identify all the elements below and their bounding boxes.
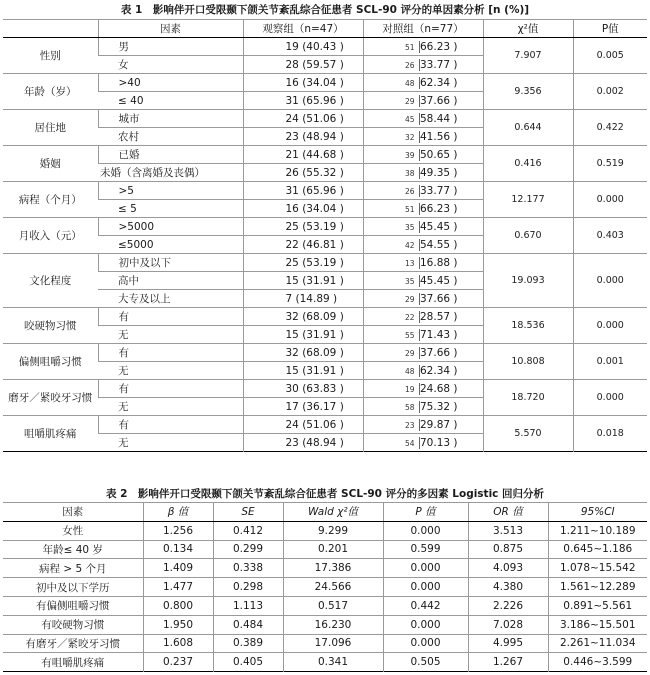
- level-label: 无: [98, 362, 243, 380]
- table2-header-row: [3, 503, 647, 522]
- control-count: 29: [404, 294, 415, 304]
- table2-cell-factor: 病程 > 5 个月: [3, 559, 143, 578]
- control-count: 55: [404, 330, 415, 340]
- level-label: 无: [98, 326, 243, 344]
- observation-value: 16 (34.04 ): [243, 200, 363, 218]
- table2-cell-ci: 2.261~11.034: [548, 634, 647, 653]
- control-count: 35: [404, 276, 415, 286]
- chi2-value: 18.720: [483, 380, 573, 416]
- control-count: 22: [404, 312, 415, 322]
- observation-value: 23 (48.94 ): [243, 434, 363, 452]
- chi2-value: 19.093: [483, 254, 573, 308]
- control-value: [363, 128, 483, 146]
- level-label: >40: [98, 74, 243, 92]
- control-count: 39: [404, 150, 415, 160]
- observation-value: 30 (63.83 ): [243, 380, 363, 398]
- table1-row: [3, 182, 647, 200]
- table1-row: [3, 344, 647, 362]
- control-count: 51: [404, 42, 415, 52]
- control-percent: 62.34 ): [420, 364, 458, 377]
- level-label: 高中: [98, 272, 243, 290]
- table2-cell-factor: 有咀嚼肌疼痛: [3, 653, 143, 672]
- table2-cell-wald: 9.299: [283, 521, 383, 540]
- table2-cell-beta: 1.256: [143, 521, 213, 540]
- table2-cell-se: 0.412: [213, 521, 283, 540]
- observation-value: 24 (51.06 ): [243, 416, 363, 434]
- control-percent: 45.45 ): [420, 220, 458, 233]
- p-value: 0.001: [573, 344, 647, 380]
- observation-value: 19 (40.43 ): [243, 38, 363, 56]
- level-label: 未婚（含离婚及丧偶）: [98, 164, 243, 182]
- table2-header-p: P 值: [383, 503, 468, 522]
- control-value: [363, 290, 483, 308]
- control-percent: 37.66 ): [420, 292, 458, 305]
- table2-header-ci: 95%CI: [548, 503, 647, 522]
- observation-value: 26 (55.32 ): [243, 164, 363, 182]
- control-percent: 70.13 ): [420, 436, 458, 449]
- observation-value: 25 (53.19 ): [243, 254, 363, 272]
- table2-row: [3, 653, 647, 672]
- factor-name: 磨牙／紧咬牙习惯: [3, 380, 98, 416]
- table1-row: [3, 146, 647, 164]
- table2-cell-or: 2.226: [468, 596, 548, 615]
- table2-row: [3, 615, 647, 634]
- control-percent: 37.66 ): [420, 346, 458, 359]
- control-value: [363, 272, 483, 290]
- chi2-value: 5.570: [483, 416, 573, 452]
- table2-cell-beta: 0.800: [143, 596, 213, 615]
- table2-cell-beta: 0.237: [143, 653, 213, 672]
- control-value: [363, 92, 483, 110]
- control-count: 32: [404, 132, 415, 142]
- table1-header-observation: 观察组（n=47）: [243, 20, 363, 38]
- table2-header-wald: Wald χ²值: [283, 503, 383, 522]
- table1-row: [3, 254, 647, 272]
- control-percent: 33.77 ): [420, 184, 458, 197]
- table2-cell-p: 0.000: [383, 634, 468, 653]
- table2-cell-ci: 3.186~15.501: [548, 615, 647, 634]
- control-value: [363, 236, 483, 254]
- control-value: [363, 200, 483, 218]
- control-value: [363, 416, 483, 434]
- observation-value: 16 (34.04 ): [243, 74, 363, 92]
- table2-cell-factor: 有磨牙／紧咬牙习惯: [3, 634, 143, 653]
- control-count: 35: [404, 222, 415, 232]
- table1-header-chi2: χ²值: [483, 20, 573, 38]
- table2-row: [3, 634, 647, 653]
- table1-row: [3, 218, 647, 236]
- control-count: 23: [404, 420, 415, 430]
- chi2-value: 18.536: [483, 308, 573, 344]
- control-value: [363, 434, 483, 452]
- control-percent: 45.45 ): [420, 274, 458, 287]
- control-percent: 66.23 ): [420, 202, 458, 215]
- table1-row: [3, 308, 647, 326]
- control-count: 29: [404, 96, 415, 106]
- control-value: [363, 362, 483, 380]
- level-label: 农村: [98, 128, 243, 146]
- control-count: 48: [404, 366, 415, 376]
- observation-value: 28 (59.57 ): [243, 56, 363, 74]
- p-value: 0.422: [573, 110, 647, 146]
- table2-cell-ci: 0.891~5.561: [548, 596, 647, 615]
- table1-header-factor: [3, 20, 98, 38]
- control-percent: 62.34 ): [420, 76, 458, 89]
- level-label: 大专及以上: [98, 290, 243, 308]
- table2-cell-p: 0.000: [383, 615, 468, 634]
- chi2-value: 0.644: [483, 110, 573, 146]
- factor-name: 咬硬物习惯: [3, 308, 98, 344]
- table2-cell-se: 0.298: [213, 578, 283, 597]
- control-count: 45: [404, 114, 415, 124]
- table2-cell-ci: 1.211~10.189: [548, 521, 647, 540]
- p-value: 0.005: [573, 38, 647, 74]
- control-percent: 28.57 ): [420, 310, 458, 323]
- table2-row: [3, 596, 647, 615]
- level-label: 有: [98, 380, 243, 398]
- observation-value: 25 (53.19 ): [243, 218, 363, 236]
- factor-name: 病程（个月）: [3, 182, 98, 218]
- table2-cell-se: 1.113: [213, 596, 283, 615]
- p-value: 0.519: [573, 146, 647, 182]
- level-label: 有: [98, 416, 243, 434]
- observation-value: 7 (14.89 ): [243, 290, 363, 308]
- control-count: 29: [404, 348, 415, 358]
- table2-cell-factor: 有偏侧咀嚼习惯: [3, 596, 143, 615]
- p-value: 0.000: [573, 308, 647, 344]
- table2-cell-beta: 1.477: [143, 578, 213, 597]
- table2-cell-wald: 17.386: [283, 559, 383, 578]
- chi2-value: 7.907: [483, 38, 573, 74]
- factor-name: 性别: [3, 38, 98, 74]
- control-value: [363, 110, 483, 128]
- control-percent: 50.65 ): [420, 148, 458, 161]
- control-count: 26: [404, 186, 415, 196]
- table2-cell-se: 0.338: [213, 559, 283, 578]
- table2-cell-wald: 0.201: [283, 540, 383, 559]
- observation-value: 22 (46.81 ): [243, 236, 363, 254]
- table2-cell-beta: 1.950: [143, 615, 213, 634]
- table2-cell-ci: 1.561~12.289: [548, 578, 647, 597]
- table2-cell-wald: 16.230: [283, 615, 383, 634]
- table2-cell-wald: 17.096: [283, 634, 383, 653]
- chi2-value: 0.670: [483, 218, 573, 254]
- control-value: [363, 308, 483, 326]
- control-percent: 75.32 ): [420, 400, 458, 413]
- observation-value: 15 (31.91 ): [243, 272, 363, 290]
- control-count: 26: [404, 60, 415, 70]
- table2-cell-beta: 1.409: [143, 559, 213, 578]
- table2-row: [3, 559, 647, 578]
- observation-value: 24 (51.06 ): [243, 110, 363, 128]
- level-label: >5000: [98, 218, 243, 236]
- factor-name: 咀嚼肌疼痛: [3, 416, 98, 452]
- table2-cell-beta: 1.608: [143, 634, 213, 653]
- observation-value: 23 (48.94 ): [243, 128, 363, 146]
- p-value: 0.002: [573, 74, 647, 110]
- table2-cell-se: 0.405: [213, 653, 283, 672]
- level-label: ≤ 5: [98, 200, 243, 218]
- table2-header-or: OR 值: [468, 503, 548, 522]
- table2-cell-se: 0.484: [213, 615, 283, 634]
- table2-cell-or: 3.513: [468, 521, 548, 540]
- observation-value: 15 (31.91 ): [243, 326, 363, 344]
- table2-caption: 表 2 影响伴开口受限颞下颌关节紊乱综合征患者 SCL-90 评分的多因素 Logistic 回归分析: [105, 488, 545, 500]
- table2-cell-or: 4.995: [468, 634, 548, 653]
- control-count: 42: [404, 240, 415, 250]
- table2-cell-ci: 0.645~1.186: [548, 540, 647, 559]
- table2-header-beta: β 值: [143, 503, 213, 522]
- table2-row: [3, 521, 647, 540]
- observation-value: 32 (68.09 ): [243, 308, 363, 326]
- control-value: [363, 218, 483, 236]
- table1-row: [3, 110, 647, 128]
- table1-header-control: 对照组（n=77）: [363, 20, 483, 38]
- control-percent: 71.43 ): [420, 328, 458, 341]
- control-percent: 29.87 ): [420, 418, 458, 431]
- factor-name: 婚姻: [3, 146, 98, 182]
- control-percent: 41.56 ): [420, 130, 458, 143]
- control-value: [363, 74, 483, 92]
- table2-cell-p: 0.505: [383, 653, 468, 672]
- table2-cell-or: 4.093: [468, 559, 548, 578]
- control-percent: 24.68 ): [420, 382, 458, 395]
- level-label: >5: [98, 182, 243, 200]
- control-value: [363, 164, 483, 182]
- factor-name: 居住地: [3, 110, 98, 146]
- table1-row: [3, 416, 647, 434]
- control-percent: 54.55 ): [420, 238, 458, 251]
- observation-value: 31 (65.96 ): [243, 92, 363, 110]
- p-value: 0.403: [573, 218, 647, 254]
- level-label: 城市: [98, 110, 243, 128]
- table2-cell-wald: 0.341: [283, 653, 383, 672]
- control-percent: 37.66 ): [420, 94, 458, 107]
- control-value: [363, 182, 483, 200]
- table2-cell-se: 0.299: [213, 540, 283, 559]
- level-label: 初中及以下: [98, 254, 243, 272]
- level-label: ≤ 40: [98, 92, 243, 110]
- observation-value: 17 (36.17 ): [243, 398, 363, 416]
- control-percent: 33.77 ): [420, 58, 458, 71]
- control-count: 58: [404, 402, 415, 412]
- control-percent: 66.23 ): [420, 40, 458, 53]
- table2-cell-ci: 1.078~15.542: [548, 559, 647, 578]
- control-count: 48: [404, 78, 415, 88]
- control-count: 38: [404, 168, 415, 178]
- table2-cell-factor: 年龄≤ 40 岁: [3, 540, 143, 559]
- control-value: [363, 38, 483, 56]
- table2-cell-p: 0.000: [383, 578, 468, 597]
- univariate-table: [3, 19, 647, 452]
- factor-name: 月收入（元）: [3, 218, 98, 254]
- table2-cell-wald: 0.517: [283, 596, 383, 615]
- control-value: [363, 326, 483, 344]
- table1-row: [3, 38, 647, 56]
- control-value: [363, 380, 483, 398]
- control-count: 19: [404, 384, 415, 394]
- control-value: [363, 146, 483, 164]
- table1-row: [3, 74, 647, 92]
- p-value: 0.000: [573, 182, 647, 218]
- table2-cell-p: 0.599: [383, 540, 468, 559]
- table1-header-factor: 因素: [98, 20, 243, 38]
- level-label: 有: [98, 344, 243, 362]
- table2-cell-beta: 0.134: [143, 540, 213, 559]
- table2-row: [3, 578, 647, 597]
- p-value: 0.000: [573, 380, 647, 416]
- control-value: [363, 56, 483, 74]
- level-label: 无: [98, 398, 243, 416]
- table2-cell-or: 7.028: [468, 615, 548, 634]
- chi2-value: 12.177: [483, 182, 573, 218]
- observation-value: 15 (31.91 ): [243, 362, 363, 380]
- control-percent: 16.88 ): [420, 256, 458, 269]
- level-label: 女: [98, 56, 243, 74]
- control-count: 51: [404, 204, 415, 214]
- table1-header-p: P值: [573, 20, 647, 38]
- observation-value: 21 (44.68 ): [243, 146, 363, 164]
- level-label: 有: [98, 308, 243, 326]
- table2-cell-factor: 初中及以下学历: [3, 578, 143, 597]
- level-label: ≤5000: [98, 236, 243, 254]
- factor-name: 年龄（岁）: [3, 74, 98, 110]
- observation-value: 32 (68.09 ): [243, 344, 363, 362]
- chi2-value: 9.356: [483, 74, 573, 110]
- level-label: 无: [98, 434, 243, 452]
- control-value: [363, 344, 483, 362]
- table2-cell-p: 0.000: [383, 559, 468, 578]
- p-value: 0.000: [573, 254, 647, 308]
- p-value: 0.018: [573, 416, 647, 452]
- observation-value: 31 (65.96 ): [243, 182, 363, 200]
- table2-header-factor: 因素: [3, 503, 143, 522]
- level-label: 男: [98, 38, 243, 56]
- table2-cell-factor: 有咬硬物习惯: [3, 615, 143, 634]
- control-value: [363, 254, 483, 272]
- control-value: [363, 398, 483, 416]
- control-percent: 58.44 ): [420, 112, 458, 125]
- table2-cell-or: 1.267: [468, 653, 548, 672]
- level-label: 已婚: [98, 146, 243, 164]
- factor-name: 偏侧咀嚼习惯: [3, 344, 98, 380]
- chi2-value: 0.416: [483, 146, 573, 182]
- table2-cell-se: 0.389: [213, 634, 283, 653]
- control-count: 13: [404, 258, 415, 268]
- table2-cell-or: 0.875: [468, 540, 548, 559]
- table2-cell-p: 0.442: [383, 596, 468, 615]
- table2-cell-factor: 女性: [3, 521, 143, 540]
- control-count: 54: [404, 438, 415, 448]
- chi2-value: 10.808: [483, 344, 573, 380]
- table2-header-se: SE: [213, 503, 283, 522]
- table2-row: [3, 540, 647, 559]
- table2-cell-wald: 24.566: [283, 578, 383, 597]
- table1-header-row: [3, 20, 647, 38]
- logistic-regression-table: [3, 502, 647, 672]
- table1-caption: 表 1 影响伴开口受限颞下颌关节紊乱综合征患者 SCL-90 评分的单因素分析 [n (%)]: [120, 4, 530, 16]
- factor-name: 文化程度: [3, 254, 98, 308]
- table2-cell-or: 4.380: [468, 578, 548, 597]
- table1-row: [3, 380, 647, 398]
- table2-cell-p: 0.000: [383, 521, 468, 540]
- control-percent: 49.35 ): [420, 166, 458, 179]
- table2-cell-ci: 0.446~3.599: [548, 653, 647, 672]
